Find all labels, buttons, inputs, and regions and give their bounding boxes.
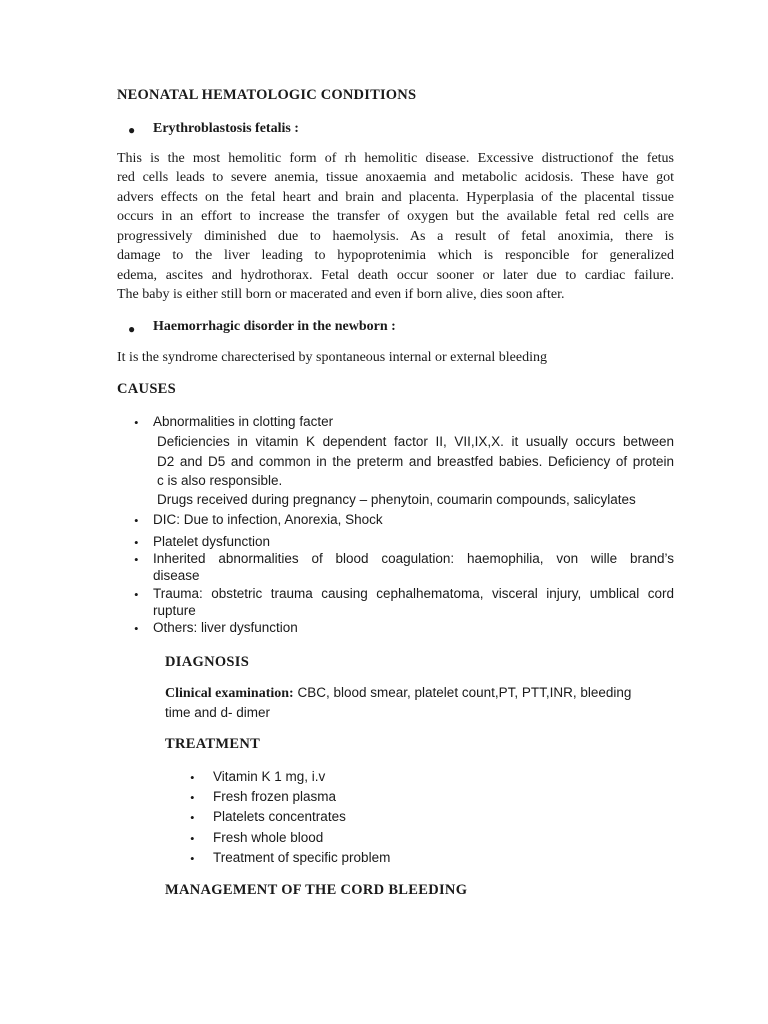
bullet-icon: • [134,552,139,567]
bullet-icon: ● [128,322,136,336]
diagnosis-text [165,685,631,702]
bullet-icon: • [134,621,139,636]
clinical-examination-tests: CBC, blood smear, platelet count,PT, PTT,INR, bleeding [293,685,632,700]
bullet-icon: • [190,810,195,825]
causes-heading: CAUSES [117,381,177,397]
paragraph-line: red cells leads to severe anemia, tissue anoxaemia and metabolic acidosis. These have got [117,170,674,185]
treatment-item: Treatment of specific problem [213,850,391,865]
paragraph-line: progressively diminished due to haemolysis. As a result of fetal anoximia, there is [117,229,674,244]
treatment-item: Platelets concentrates [213,809,346,824]
bullet-icon: • [134,415,139,430]
bullet-icon: • [134,587,139,602]
cause-vitamin-k-line: Deficiencies in vitamin K dependent factor II, VII,IX,X. it usually occurs between [157,434,674,449]
bullet-icon: • [190,790,195,805]
cause-platelet: Platelet dysfunction [153,534,271,549]
section-heading-haemorrhagic: Haemorrhagic disorder in the newborn : [153,319,396,334]
diagnosis-text-line2: time and d- dimer [165,705,271,720]
paragraph-line: occurs in an effort to increase the transfer of oxygen but the available fetal red cells are [117,209,674,224]
haemorrhagic-definition: It is the syndrome charecterised by spontaneous internal or external bleeding [117,350,547,365]
cause-inherited-line: disease [153,568,200,583]
clinical-examination-label: Clinical examination: [165,686,294,701]
paragraph-line: This is the most hemolitic form of rh hemolitic disease. Excessive distructionof the fetus [117,151,674,166]
cause-trauma-line: Trauma: obstetric trauma causing cephalhematoma, visceral injury, umblical cord [153,586,674,601]
bullet-icon: • [190,851,195,866]
treatment-item: Vitamin K 1 mg, i.v [213,769,326,784]
paragraph-line: edema, ascites and hydrothorax. Fetal death occur sooner or later due to cardiac failure. [117,268,674,283]
bullet-icon: • [190,770,195,785]
cause-trauma-line: rupture [153,603,196,618]
management-heading: MANAGEMENT OF THE CORD BLEEDING [165,882,468,898]
cause-clotting: Abnormalities in clotting facter [153,414,334,429]
treatment-item: Fresh whole blood [213,830,324,845]
cause-others: Others: liver dysfunction [153,620,298,635]
bullet-icon: ● [128,123,136,137]
section-heading-erythroblastosis: Erythroblastosis fetalis : [153,121,299,136]
paragraph-line: damage to the liver leading to hypoprotenimia which is responcible for generalized [117,248,674,263]
paragraph-line: The baby is either still born or macerated and even if born alive, dies soon after. [117,287,565,302]
bullet-icon: • [134,535,139,550]
cause-dic: DIC: Due to infection, Anorexia, Shock [153,512,383,527]
paragraph-line: advers effects on the fetal heart and brain and placenta. Hyperplasia of the placental tissue [117,190,674,205]
bullet-icon: • [190,831,195,846]
treatment-item: Fresh frozen plasma [213,789,337,804]
bullet-icon: • [134,513,139,528]
cause-vitamin-k-line: D2 and D5 and common in the preterm and breastfed babies. Deficiency of protein [157,454,674,469]
treatment-heading: TREATMENT [165,736,261,752]
diagnosis-heading: DIAGNOSIS [165,654,250,670]
cause-vitamin-k-line: c is also responsible. [157,473,283,488]
cause-inherited-line: Inherited abnormalities of blood coagulation: haemophilia, von wille brand’s [153,551,674,566]
cause-drugs: Drugs received during pregnancy – phenytoin, coumarin compounds, salicylates [157,492,636,507]
page-title: NEONATAL HEMATOLOGIC CONDITIONS [117,87,417,103]
